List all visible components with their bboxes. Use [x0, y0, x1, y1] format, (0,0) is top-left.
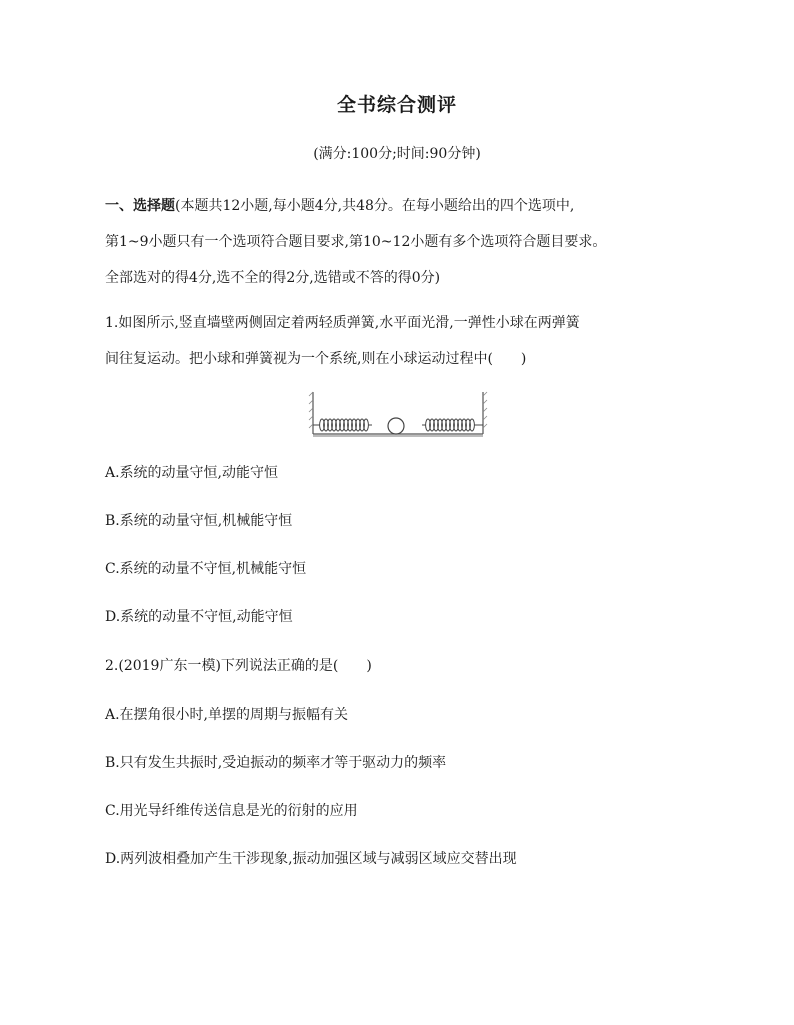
q1-stem-line-2: [105, 341, 526, 377]
section-line-3: 全部选对的得4分,选不全的得2分,选错或不答的得0分): [105, 270, 441, 286]
q2-stem: [105, 648, 372, 684]
q1-option-c: C.系统的动量不守恒,机械能守恒: [105, 561, 307, 577]
section-line-1-text: (本题共12小题,每小题4分,共48分。在每小题给出的四个选项中,: [175, 198, 575, 214]
q1-close-paren: ): [520, 351, 527, 367]
q1-stem-text: 间往复运动。把小球和弹簧视为一个系统,则在小球运动过程中(: [105, 351, 493, 367]
q1-option-b: B.系统的动量守恒,机械能守恒: [105, 513, 293, 529]
q2-close-paren: ): [366, 658, 372, 674]
right-spring: [422, 419, 483, 431]
q1-option-d: D.系统的动量不守恒,动能守恒: [105, 609, 293, 625]
exam-info: (满分:100分;时间:90分钟): [313, 146, 481, 162]
left-spring: [313, 419, 372, 431]
q2-option-b: B.只有发生共振时,受迫振动的频率才等于驱动力的频率: [105, 755, 447, 771]
section-heading: 一、选择题: [105, 198, 175, 214]
right-wall: [483, 392, 487, 434]
page-title: 全书综合测评: [336, 94, 457, 116]
q2-stem-text: 2.(2019广东一模)下列说法正确的是(: [105, 658, 339, 674]
section-line-2: 第1~9小题只有一个选项符合题目要求,第10~12小题有多个选项符合题目要求。: [105, 234, 607, 250]
spring-ball-figure: [308, 390, 488, 440]
q1-option-a: A.系统的动量守恒,动能守恒: [105, 465, 279, 481]
q2-option-a: A.在摆角很小时,单摆的周期与振幅有关: [105, 707, 349, 723]
q1-stem-line-1: 1.如图所示,竖直墙壁两侧固定着两轻质弹簧,水平面光滑,一弹性小球在两弹簧: [105, 315, 580, 331]
section-instructions: [105, 188, 705, 296]
left-wall: [309, 392, 313, 434]
ball: [388, 418, 404, 434]
section-line-1: [105, 188, 705, 224]
q2-option-c: C.用光导纤维传送信息是光的衍射的应用: [105, 803, 358, 819]
q2-option-d: D.两列波相叠加产生干涉现象,振动加强区域与减弱区域应交替出现: [105, 851, 517, 867]
